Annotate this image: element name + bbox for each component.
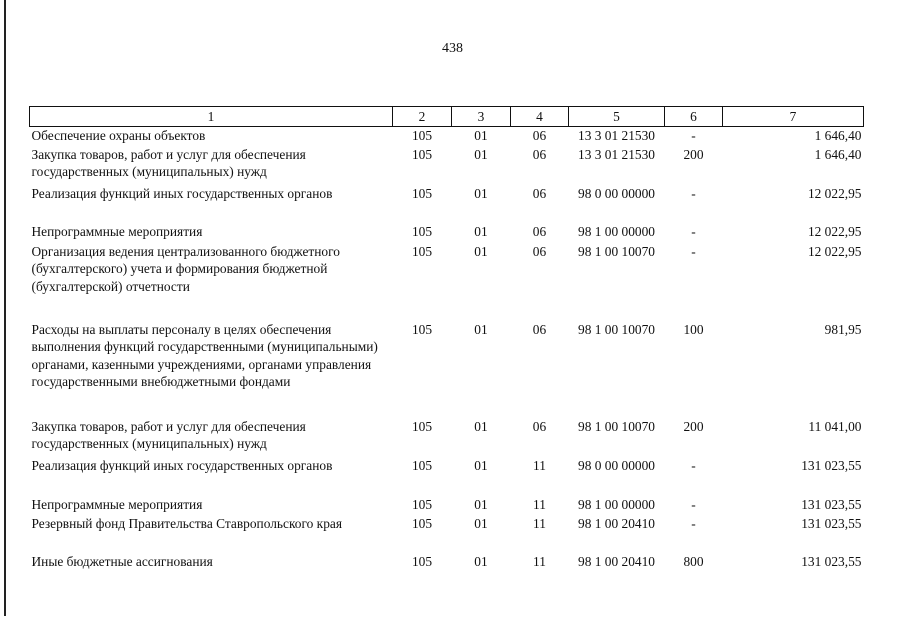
page-left-edge-line	[4, 0, 6, 616]
row-amount: 12 022,95	[807, 185, 862, 201]
row-target-article: 98 1 00 00000	[578, 223, 655, 239]
page-number: 438	[442, 41, 463, 56]
row-subsection: 11	[533, 457, 546, 473]
row-amount: 1 646,40	[814, 146, 862, 162]
row-subsection: 06	[532, 243, 547, 259]
row-ministry-code: 105	[411, 185, 433, 201]
row-subsection: 11	[533, 515, 546, 531]
table-row	[30, 515, 864, 553]
table-row	[30, 553, 864, 573]
row-ministry-code: 105	[411, 418, 433, 434]
row-amount: 1 646,40	[814, 128, 862, 143]
table-row	[30, 243, 864, 321]
row-section: 01	[474, 223, 488, 239]
row-section: 01	[474, 496, 488, 512]
row-target-article: 98 1 00 20410	[578, 515, 655, 531]
row-target-article: 98 1 00 10070	[578, 418, 655, 434]
row-amount: 131 023,55	[801, 515, 862, 531]
row-target-article: 98 0 00 00000	[578, 457, 655, 473]
row-expense-type: -	[691, 223, 696, 239]
row-amount: 131 023,55	[801, 553, 862, 569]
row-name: Непрограммные мероприятия	[31, 223, 203, 239]
budget-table	[29, 106, 864, 573]
row-ministry-code: 105	[411, 223, 433, 239]
row-section: 01	[474, 243, 488, 259]
row-amount: 981,95	[824, 321, 862, 337]
row-name: Реализация функций иных государственных органов	[31, 185, 333, 201]
row-ministry-code: 105	[411, 321, 433, 337]
row-subsection: 06	[532, 223, 547, 239]
row-target-article: 98 0 00 00000	[578, 185, 655, 201]
row-expense-type: 200	[683, 418, 704, 434]
row-amount: 12 022,95	[807, 243, 862, 259]
row-name: Иные бюджетные ассигнования	[31, 553, 213, 569]
row-section: 01	[474, 128, 488, 143]
col-header-2: 2	[393, 107, 452, 127]
row-name: Закупка товаров, работ и услуг для обеспечения государственных (муниципальных) нужд	[31, 146, 306, 180]
row-ministry-code: 105	[411, 128, 433, 143]
row-target-article: 13 3 01 21530	[578, 128, 655, 143]
row-name: Реализация функций иных государственных органов	[31, 457, 333, 473]
row-name: Обеспечение охраны объектов	[31, 128, 206, 143]
row-name: Резервный фонд Правительства Ставропольского края	[31, 515, 342, 531]
row-subsection: 11	[533, 553, 546, 569]
col-header-7: 7	[723, 107, 864, 127]
table-row	[30, 146, 864, 185]
row-ministry-code: 105	[411, 146, 433, 162]
row-amount: 11 041,00	[808, 418, 862, 434]
row-subsection: 06	[532, 185, 547, 201]
table-row	[30, 457, 864, 496]
row-expense-type: -	[691, 457, 696, 473]
table-row	[30, 185, 864, 223]
row-target-article: 98 1 00 00000	[578, 496, 655, 512]
row-expense-type: -	[691, 128, 696, 143]
table-row	[30, 223, 864, 243]
row-subsection: 06	[532, 418, 547, 434]
row-section: 01	[474, 515, 488, 531]
row-amount: 131 023,55	[801, 496, 862, 512]
col-header-5: 5	[569, 107, 665, 127]
row-target-article: 98 1 00 20410	[578, 553, 655, 569]
row-ministry-code: 105	[411, 515, 433, 531]
row-name: Расходы на выплаты персоналу в целях обеспечения выполнения функций государственными (муниципальными) органами, казенными учреждениями, органами управления государственными внебюджетными фондами	[31, 321, 378, 390]
row-name: Организация ведения централизованного бюджетного (бухгалтерского) учета и формирования бюджетной (бухгалтерской) отчетности	[31, 243, 340, 294]
row-target-article: 98 1 00 10070	[578, 321, 655, 337]
row-target-article: 98 1 00 10070	[578, 243, 655, 259]
row-expense-type: -	[691, 515, 696, 531]
row-subsection: 06	[532, 128, 547, 143]
row-section: 01	[474, 321, 488, 337]
row-expense-type: -	[691, 243, 696, 259]
table-row	[30, 418, 864, 457]
col-header-3: 3	[452, 107, 511, 127]
row-ministry-code: 105	[411, 243, 433, 259]
row-subsection: 11	[533, 496, 546, 512]
row-ministry-code: 105	[411, 496, 433, 512]
col-header-1: 1	[30, 107, 393, 127]
row-expense-type: 100	[683, 321, 704, 337]
col-header-4: 4	[511, 107, 569, 127]
table-row	[30, 127, 864, 146]
row-expense-type: -	[691, 496, 696, 512]
row-name: Закупка товаров, работ и услуг для обеспечения государственных (муниципальных) нужд	[31, 418, 306, 452]
column-number-header-row	[30, 107, 864, 127]
row-amount: 12 022,95	[807, 223, 862, 239]
row-section: 01	[474, 418, 488, 434]
row-section: 01	[474, 146, 488, 162]
row-ministry-code: 105	[411, 457, 433, 473]
row-target-article: 13 3 01 21530	[578, 146, 655, 162]
row-section: 01	[474, 553, 488, 569]
row-expense-type: 800	[683, 553, 704, 569]
row-section: 01	[474, 185, 488, 201]
row-name: Непрограммные мероприятия	[31, 496, 203, 512]
table-row	[30, 496, 864, 515]
table-row	[30, 321, 864, 418]
row-expense-type: 200	[683, 146, 704, 162]
row-ministry-code: 105	[411, 553, 433, 569]
row-amount: 131 023,55	[801, 457, 862, 473]
row-subsection: 06	[532, 146, 547, 162]
col-header-6: 6	[665, 107, 723, 127]
row-subsection: 06	[532, 321, 547, 337]
row-section: 01	[474, 457, 488, 473]
row-expense-type: -	[691, 185, 696, 201]
